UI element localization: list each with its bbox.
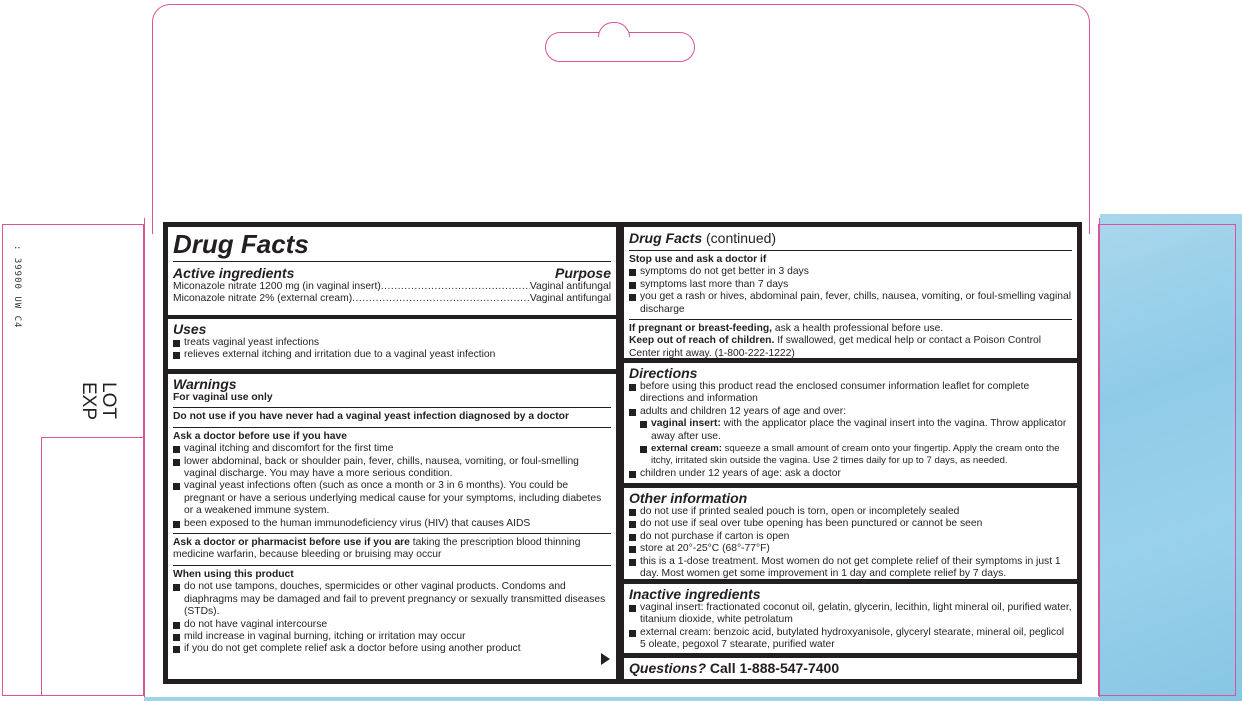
- inactive-ingredients-heading: Inactive ingredients: [629, 586, 761, 602]
- other-information-box: [624, 488, 1077, 579]
- questions-label: Questions?: [629, 660, 707, 676]
- continued-title-suffix: (continued): [702, 230, 777, 246]
- pregnant-warning: [629, 323, 1072, 335]
- sub-item-label: vaginal insert:: [651, 418, 721, 430]
- leader-dots: [352, 293, 530, 305]
- stop-use-item: symptoms last more than 7 days: [629, 279, 1072, 291]
- when-using-item: if you do not get complete relief ask a doctor before using another product: [173, 643, 611, 655]
- directions-heading: Directions: [629, 365, 698, 381]
- divider: [629, 250, 1072, 251]
- drug-facts-right-column: [624, 227, 1077, 679]
- warnings-heading: Warnings: [173, 376, 237, 392]
- keep-out-rest: If swallowed, get medical help or contact a Poison Control Center right away. (1-800-222-1222): [629, 335, 1042, 358]
- sub-item-text: squeeze a small amount of cream onto your fingertip. Apply the cream onto the itchy, irritated skin outside the vagina. Use 2 times daily for up to 7 days, as needed.: [651, 443, 1060, 467]
- keep-out-warning: [629, 335, 1072, 358]
- active-header-row: [173, 265, 611, 281]
- ask-pharmacist-bold: Ask a doctor or pharmacist before use if you are: [173, 537, 410, 549]
- ask-pharmacist-warning: [173, 537, 611, 562]
- other-info-item: do not use if printed sealed pouch is torn, open or incompletely sealed: [629, 506, 1072, 518]
- left-glue-flap: [41, 437, 144, 696]
- directions-sub-item: [640, 418, 1072, 443]
- questions-line: [629, 660, 1072, 677]
- ask-pharmacist-rest: taking the prescription blood thinning medicine warfarin, because bleeding or bruising may occur: [173, 537, 581, 561]
- bottom-edge-strip: [144, 697, 1100, 701]
- divider: [629, 319, 1072, 320]
- questions-box: [624, 658, 1077, 679]
- drug-facts-title: Drug Facts: [173, 229, 309, 259]
- other-information-heading: Other information: [629, 490, 748, 506]
- warnings-box: [168, 374, 616, 679]
- divider: [173, 427, 611, 428]
- when-using-item: mild increase in vaginal burning, itching or irritation may occur: [173, 631, 611, 643]
- vaginal-use-only: For vaginal use only: [173, 392, 273, 403]
- divider: [173, 407, 611, 408]
- ingredient-purpose: Vaginal antifungal: [529, 293, 611, 305]
- sub-item-text: with the applicator place the vaginal insert into the vagina. Throw applicator away after use.: [651, 418, 1067, 442]
- other-info-item: store at 20°-25°C (68°-77°F): [629, 543, 1072, 555]
- lot-exp-block: [78, 382, 118, 420]
- uses-box: [168, 319, 616, 369]
- directions-item: adults and children 12 years of age and over:: [629, 406, 1072, 418]
- ingredient-name: Miconazole nitrate 2% (external cream): [173, 293, 353, 305]
- inactive-ingredients-box: [624, 584, 1077, 653]
- active-ingredient-row: [173, 281, 611, 293]
- stop-use-item: symptoms do not get better in 3 days: [629, 266, 1072, 278]
- directions-box: [624, 363, 1077, 483]
- other-info-item: do not use if seal over tube opening has been punctured or cannot be seen: [629, 518, 1072, 530]
- keep-out-bold: Keep out of reach of children.: [629, 335, 775, 347]
- drug-facts-left-column: [168, 227, 616, 679]
- stop-use-box: [624, 227, 1077, 358]
- ask-doctor-item: lower abdominal, back or shoulder pain, fever, chills, nausea, vomiting, or foul-smelling vaginal discharge. You may have a more serious condition.: [173, 456, 611, 481]
- directions-item: children under 12 years of age: ask a doctor: [629, 468, 1072, 480]
- ingredient-name: Miconazole nitrate 1200 mg (in vaginal insert): [173, 281, 381, 292]
- other-info-item: this is a 1-dose treatment. Most women do not get complete relief of their symptoms in just 1 day. Most women get some improvement in 1 day and complete relief by 7 days.: [629, 556, 1072, 579]
- active-ingredients-heading: Active ingredients: [173, 265, 295, 281]
- continued-title-main: Drug Facts: [629, 230, 703, 246]
- ask-doctor-item: vaginal itching and discomfort for the first time: [173, 443, 611, 455]
- exp-label: EXP: [78, 382, 99, 421]
- right-side-panel-dieline: [1098, 224, 1236, 696]
- drug-facts-panel: [163, 222, 1082, 684]
- purpose-heading: Purpose: [554, 265, 611, 281]
- uses-item: relieves external itching and irritation due to a vaginal yeast infection: [173, 349, 611, 361]
- when-using-item: do not use tampons, douches, spermicides or other vaginal products. Condoms and diaphragms may be damaged and fail to prevent pregnancy or sexually transmitted diseases (STDs).: [173, 581, 611, 618]
- divider: [173, 261, 611, 262]
- inactive-item: external cream: benzoic acid, butylated hydroxyanisole, glyceryl stearate, mineral oil, peglicol 5 oleate, pegoxol 7 stearate, purified water: [629, 627, 1072, 652]
- ingredient-purpose: Vaginal antifungal: [529, 281, 611, 292]
- divider: [173, 533, 611, 534]
- inactive-item: vaginal insert: fractionated coconut oil, gelatin, glycerin, lecithin, light mineral oil, purified water, titanium dioxide, white petrolatum: [629, 602, 1072, 627]
- ask-doctor-item: vaginal yeast infections often (such as once a month or 3 in 6 months). You could be pregnant or have a serious underlying medical cause for your symptoms, including diabetes or a weakened immune system.: [173, 480, 611, 517]
- other-info-item: do not purchase if carton is open: [629, 531, 1072, 543]
- when-using-item: do not have vaginal intercourse: [173, 619, 611, 631]
- when-using-heading: When using this product: [173, 568, 294, 580]
- pregnant-rest: ask a health professional before use.: [772, 323, 944, 335]
- ask-doctor-heading: Ask a doctor before use if you have: [173, 430, 347, 442]
- continued-arrow-icon: [601, 653, 610, 665]
- print-code: : 39900 UW C4: [12, 245, 22, 329]
- ask-doctor-item: been exposed to the human immunodeficiency virus (HIV) that causes AIDS: [173, 518, 611, 530]
- active-ingredient-row: [173, 293, 611, 305]
- stop-use-heading: Stop use and ask a doctor if: [629, 254, 767, 265]
- uses-item: treats vaginal yeast infections: [173, 337, 611, 349]
- divider: [173, 565, 611, 566]
- pregnant-bold: If pregnant or breast-feeding,: [629, 323, 773, 335]
- sub-item-label: external cream:: [651, 443, 722, 455]
- directions-sub-item: [640, 443, 1072, 468]
- do-not-use-warning: Do not use if you have never had a vaginal yeast infection diagnosed by a doctor: [173, 411, 569, 423]
- stop-use-item: you get a rash or hives, abdominal pain, fever, chills, nausea, vomiting, or foul-smelling vaginal discharge: [629, 291, 1072, 316]
- continued-title: [629, 229, 1072, 247]
- active-ingredients-box: [168, 227, 616, 315]
- directions-item: before using this product read the enclosed consumer information leaflet for complete directions and information: [629, 381, 1072, 406]
- leader-dots: [381, 281, 530, 293]
- lot-label: LOT: [98, 382, 119, 419]
- uses-heading: Uses: [173, 321, 207, 337]
- questions-phone[interactable]: Call 1-888-547-7400: [706, 660, 840, 676]
